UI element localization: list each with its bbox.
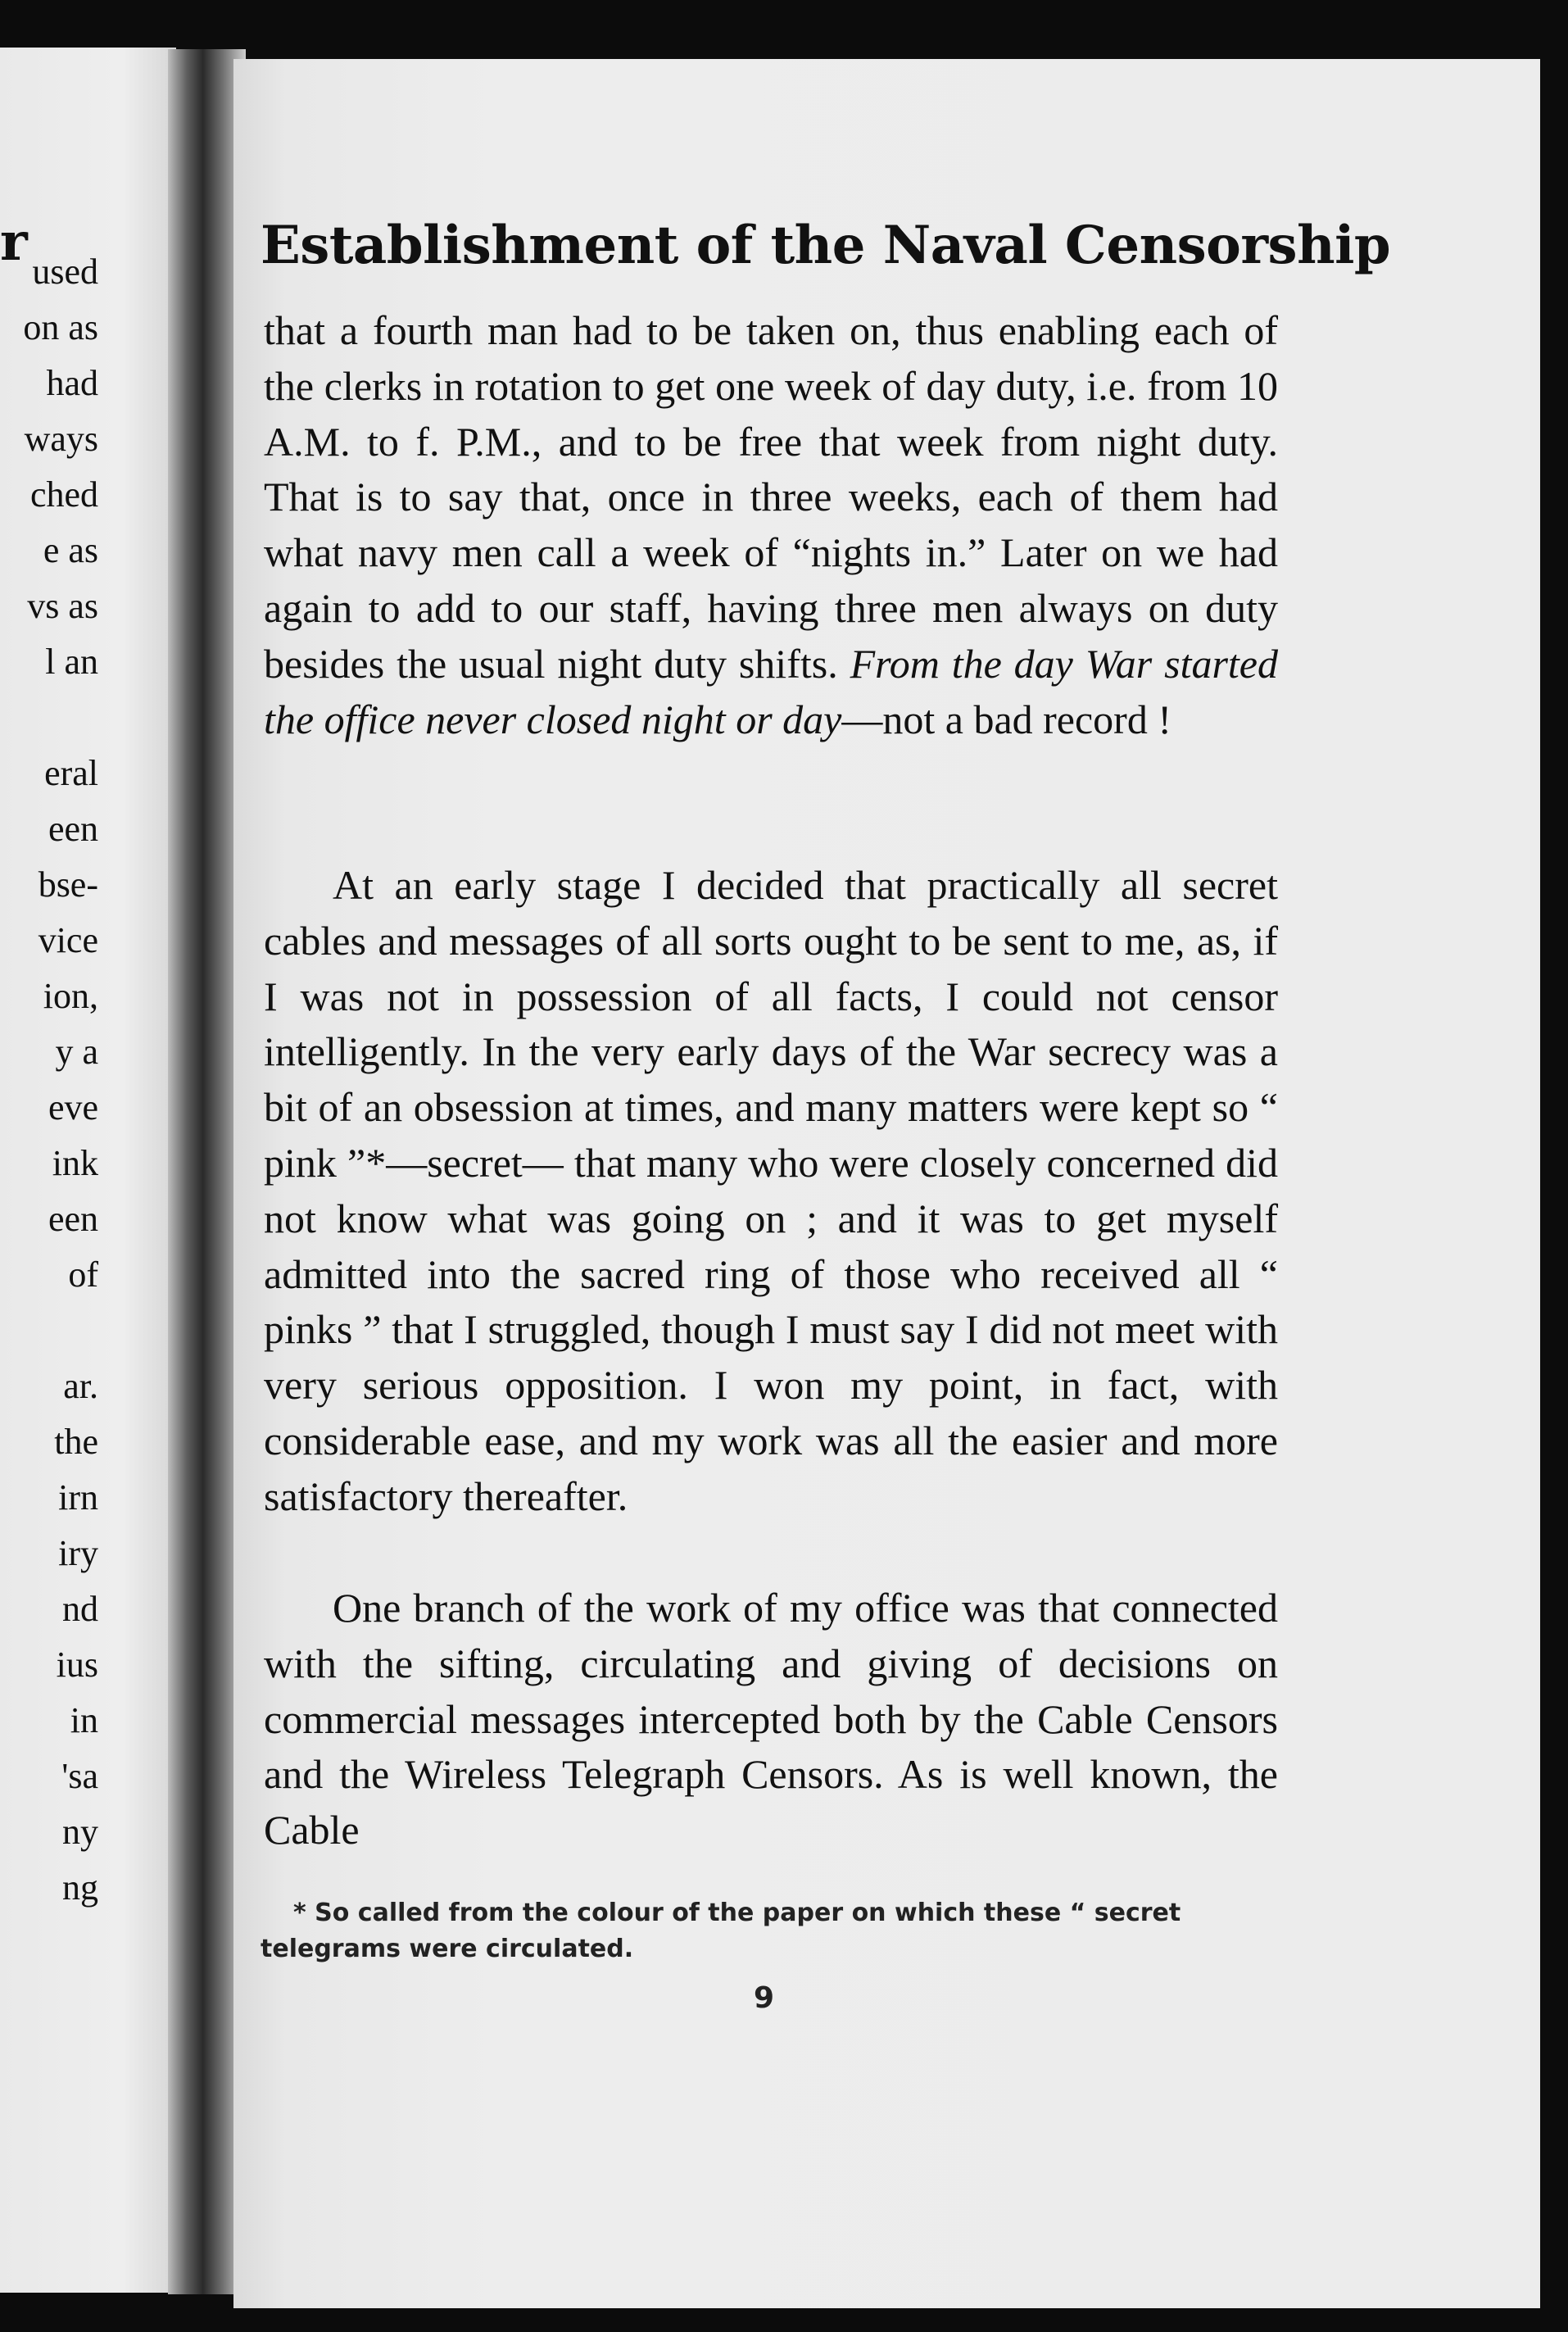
left-page-line-fragment: nd: [62, 1589, 98, 1629]
left-page-line-fragment: een: [48, 809, 98, 849]
left-page-line-fragment: ink: [52, 1143, 98, 1183]
left-page-line-fragment: the: [54, 1422, 98, 1462]
left-page-line-fragment: had: [46, 363, 98, 403]
paragraph-1-text-b: —not a bad record !: [841, 696, 1171, 742]
paragraph-1: [264, 303, 1278, 747]
left-page-line-fragment: iry: [58, 1533, 98, 1573]
left-page-line-fragment: of: [68, 1254, 98, 1295]
left-page-line-fragment: in: [70, 1700, 98, 1740]
left-page-line-fragment: ion,: [43, 976, 98, 1016]
page-number: 9: [754, 1981, 775, 2015]
left-page-line-fragment: e as: [43, 530, 98, 570]
left-page-line-fragment: ways: [24, 419, 98, 459]
paragraph-2: [264, 858, 1278, 1525]
footnote: * So called from the colour of the paper on which these “ secret telegrams were circulated.: [261, 1899, 1181, 1963]
left-page-line-fragment: bse-: [38, 864, 98, 905]
left-page-line-fragment: eral: [44, 753, 98, 793]
paragraph-1-text-a: that a fourth man had to be taken on, thus enabling each of the clerks in rotation to get one week of day duty, i.e. from 10 A.M. to f. P.M., and to be free that week from night duty. That is to say that, once in three weeks, each of them had what navy men call a week of “nights in.” Later on we had again to add to our staff, having three men always on duty besides the usual night duty shifts.: [264, 307, 1278, 687]
left-page-line-fragment: 'sa: [61, 1756, 98, 1796]
left-page-line-fragment: vice: [38, 920, 98, 960]
left-page-line-fragment: l an: [45, 642, 98, 682]
paragraph-1-italic-text: From the day War started the office never closed night or day: [264, 640, 1278, 742]
left-page-line-fragment: used: [32, 252, 98, 292]
left-page-line-fragment: ched: [29, 474, 98, 515]
paragraph-2-text: At an early stage I decided that practically all secret cables and messages of all sorts ought to be sent to me, as, if I was not in possession of all facts, I could not censor intelligently. In the very early days of the War secrecy was a bit of an obsession at times, and many matters were kept so “ pink ”*—secret— that many who were closely concerned did not know what was going on ; and it was to get myself admitted into the sacred ring of those who received all “ pinks ” that I struggled, though I must say I did not meet with very serious opposition. I won my point, in fact, with considerable ease, and my work was all the easier and more satisfactory thereafter.: [264, 862, 1278, 1519]
left-page-line-fragment: irn: [58, 1477, 98, 1518]
left-page-line-fragment: ius: [56, 1645, 98, 1685]
left-page-header-fragment: r: [0, 211, 28, 273]
paragraph-3: [264, 1581, 1278, 1858]
left-page-line-fragment: y a: [55, 1032, 98, 1072]
facing-page-left: [0, 48, 176, 2293]
left-page-line-fragment: ny: [62, 1812, 98, 1852]
left-page-line-fragment: ng: [62, 1867, 98, 1908]
left-page-line-fragment: ar.: [63, 1366, 98, 1406]
left-page-line-fragment: on as: [23, 307, 98, 347]
left-page-line-fragment: vs as: [27, 586, 98, 626]
left-page-line-fragment: eve: [48, 1087, 98, 1127]
left-page-line-fragment: een: [48, 1199, 98, 1239]
paragraph-3-text: One branch of the work of my office was that connected with the sifting, circulating and giving of decisions on commercial messages intercepted both by the Cable Censors and the Wireless Telegraph Censors. As is well known, the Cable: [264, 1585, 1278, 1853]
page-title: Establishment of the Naval Censorship: [261, 215, 1391, 276]
